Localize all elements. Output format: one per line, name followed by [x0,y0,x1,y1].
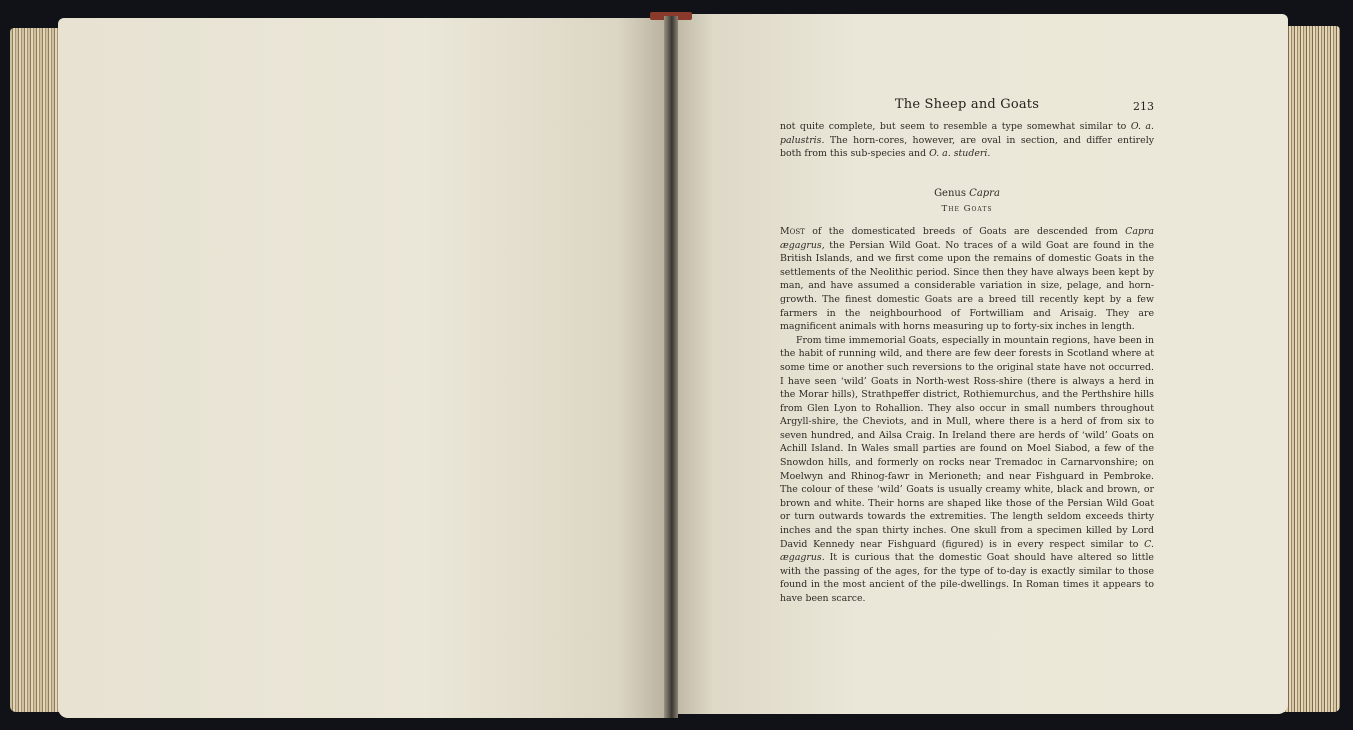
genus-prefix: Genus [934,187,970,199]
text-span: It is curious that the domestic Goat should have altered so little with the passing of the ages, for the type of to-day is exactly similar to those found in the most ancient of the pile-dwellings. In Roman times it appears to have been scarce. [780,552,1154,604]
text-span: The horn-cores, however, are oval in section, and differ entirely both from this sub-species and [780,134,1154,160]
running-head [780,98,1154,116]
section-heading [780,187,1154,201]
italic-span: O. a. palustris. [780,121,1154,146]
italic-span: Capra ægagrus, [780,225,1154,251]
paragraph [780,225,1154,334]
left-page-blank [58,18,666,718]
italic-span: C. ægagrus. [780,538,1154,564]
text-span: not quite complete, but seem to resemble a type somewhat similar to [780,121,1131,132]
text-span: of the domesticated breeds of Goats are descended from [804,225,1126,237]
page-text [780,98,1154,606]
genus-name: Capra [969,187,1000,199]
continued-paragraph [780,120,1154,161]
italic-span: O. a. studeri. [929,148,991,160]
book-gutter [664,16,678,718]
text-span: From time immemorial Goats, especially in mountain regions, have been in the habit of running wild, and there are few deer forests in Scotland where at some time or another such reversions to the original state have not occurred. I have seen ‘wild’ Goats in North-west Ross-shire (there is always a herd in the Morar hills), Strathpeffer district, Rothiemurchus, and the Perthshire hills from Glen Lyon to Rohallion. They also occur in small numbers throughout Argyll-shire, the Cheviots, and in Mull, where there is a herd of from six to seven hundred, and Ailsa Craig. In Ireland there are herds of ‘wild’ Goats on Achill Island. In Wales small parties are found on Moel Siabod, a few of the Snowdon hills, and formerly on rocks near Tremadoc in Carnarvonshire; on Moelwyn and Rhinog-fawr in Merioneth; and near Fishguard in Pembroke. The colour of these ‘wild’ Goats is usually creamy white, black and brown, or brown and white. Their horns are shaped like those of the Persian Wild Goat or turn outwards towards the extremities. The length seldom exceeds thirty inches and the span thirty inches. One skull from a specimen killed by Lord David Kennedy near Fishguard (figured) is in every respect similar to [780,334,1154,550]
text-span: the Persian Wild Goat. No traces of a wild Goat are found in the British Islands, and we first come upon the remains of domestic Goats in the settlements of the Neolithic period. Since then they have always been kept by man, and have assumed a considerable variation in size, pelage, and horn-growth. The finest domestic Goats are a breed till recently kept by a few farmers in the neighbourhood of Fortwilliam and Arisaig. They are magnificent animals with horns measuring up to forty-six inches in length. [780,239,1154,333]
right-page-edges [1280,26,1340,712]
paragraph [780,334,1154,606]
page-number: 213 [1133,100,1154,113]
drop-word: Most [780,225,805,237]
section-subtitle: The Goats [941,204,993,215]
running-title: The Sheep and Goats [894,97,1040,112]
